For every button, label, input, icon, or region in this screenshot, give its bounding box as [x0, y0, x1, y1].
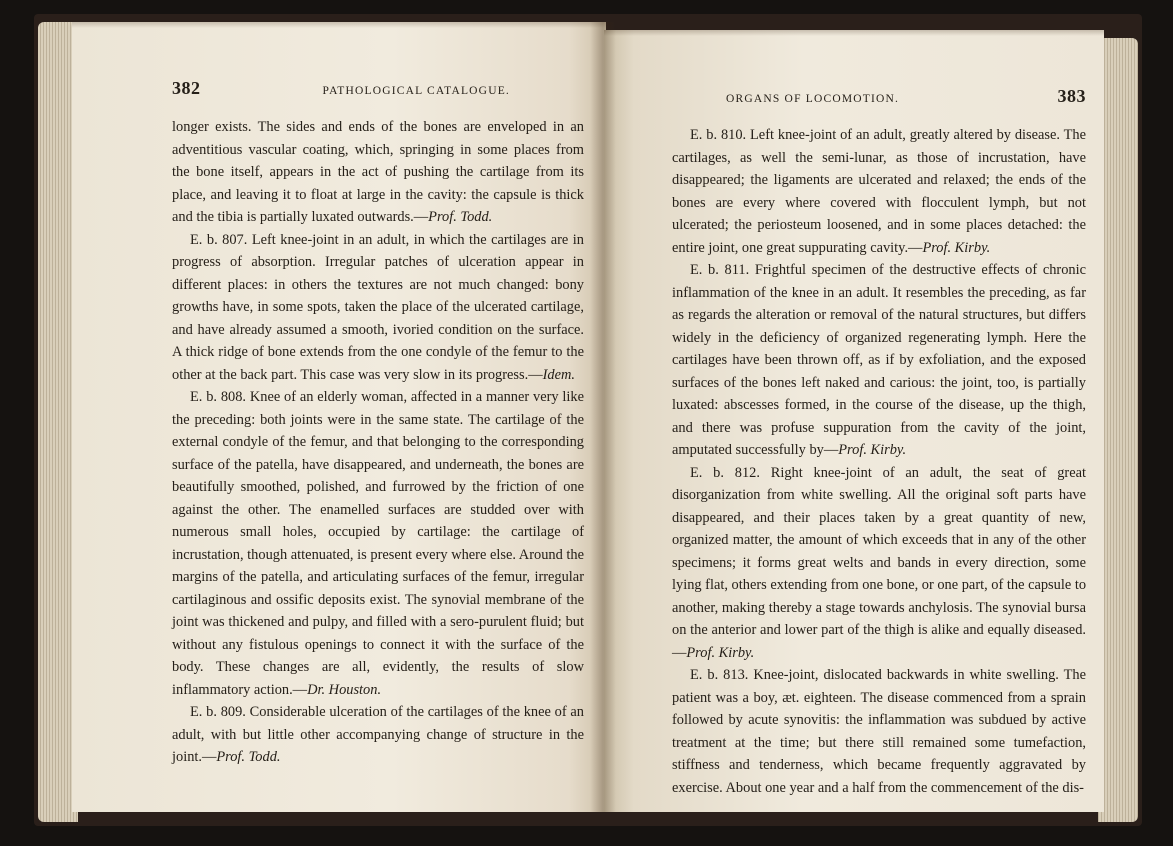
- page-edges-right: [1098, 38, 1138, 822]
- book-gutter: [590, 22, 616, 812]
- paragraph: E. b. 809. Considerable ulceration of the cartilages of the knee of an adult, with but little other accompanying change of structure in the joint.—Prof. Todd.: [172, 704, 584, 765]
- attribution: Prof. Todd.: [428, 209, 493, 225]
- page-number: 382: [172, 78, 201, 98]
- attribution: Idem.: [542, 366, 575, 383]
- page-shadow: [604, 30, 1104, 36]
- attribution: Dr. Houston.: [307, 681, 382, 698]
- paragraph: longer exists. The sides and ends of the bones are enveloped in an adventitious vascular coating, which, springing in some places from the bone itself, appears in the act of pushing the cartilage from its place, and leaving it to float at large in the cavity: the capsule is thick and the tibia is partially luxated outwards.—Prof. Todd.: [172, 119, 584, 225]
- right-page-header: [672, 86, 1086, 112]
- paragraph: E. b. 813. Knee-joint, dislocated backwards in white swelling. The patient was a boy, æt. eighteen. The disease commenced from a sprain followed by acute synovitis: the inflammation was subdued by active treatment at the time; but there still remained some tumefaction, stiffness and tenderness, which became frequently aggravated by exercise. About one year and a half from the commencement of the dis-: [672, 667, 1086, 796]
- left-page-text: [172, 116, 584, 769]
- paragraph: E. b. 807. Left knee-joint in an adult, in which the cartilages are in progress of absorption. Irregular patches of ulceration appear in different places: in others the textures are not much changed: bony growths have, in some spots, taken the place of the ulcerated cartilage, and have already assumed a smooth, ivoried condition on the surface. A thick ridge of bone extends from the one condyle of the femur to the other at the back part. This case was very slow in its progress.—Idem.: [172, 231, 584, 383]
- attribution: Prof. Kirby.: [922, 239, 991, 256]
- paragraph: E. b. 812. Right knee-joint of an adult, the seat of great disorganization from white swelling. All the original soft parts have disappeared, and their places taken by a great quantity of new, organized matter, the amount of which exceeds that in any of the other specimens; it forms great welts and bands in every direction, some lying flat, others extending from one bone, or one part, of the capsule to another, making thereby a stage towards anchylosis. The synovial bursa on the anterior and lower part of the thigh is alike and equally diseased.—Prof. Kirby.: [672, 464, 1087, 661]
- page-shadow: [72, 22, 606, 28]
- paragraph: E. b. 811. Frightful specimen of the destructive effects of chronic inflammation of the knee in an adult. It resembles the preceding, as far as regards the alteration or removal of the natural structures, but differs widely in the deficiency of organized regenerating lymph. Here the cartilages have been thrown off, as if by exfoliation, and the exposed surfaces of the bones left naked and carious: the joint, too, is partially luxated: abscesses formed, in the course of the disease, up the thigh, and there was profuse suppuration from the cavity of the joint, amputated successfully by—Prof. Kirby.: [672, 262, 1086, 458]
- attribution: Prof. Kirby.: [686, 644, 755, 661]
- left-page: [72, 22, 606, 812]
- right-page-text: [672, 124, 1086, 799]
- paragraph: E. b. 808. Knee of an elderly woman, affected in a manner very like the preceding: both joints were in the same state. The cartilage of the external condyle of the femur, and that belonging to the corresponding surface of the patella, have disappeared, and underneath, the bones are beautifully smoothed, polished, and furrowed by the friction of one against the other. The enamelled surfaces are studded over with numerous small holes, occupied by cartilage: the cartilage of incrustation, though attenuated, is present every where else. Around the margins of the patella, and articulating surfaces of the femur, irregular cartilaginous and ossific deposits exist. The synovial membrane of the joint was thickened and pulpy, and filled with a sero-purulent fluid; but without any fistulous openings to connect it with the surface of the body. These changes are all, evidently, the results of slow inflammatory action.—Dr. Houston.: [172, 389, 584, 698]
- paragraph: E. b. 810. Left knee-joint of an adult, greatly altered by disease. The cartilages, as well the semi-lunar, as those of incrustation, have disappeared; the ligaments are ulcerated and relaxed; the ends of the bones are every where covered with flocculent lymph, but not ulcerated; the periosteum loosened, and in some places detached: the entire joint, one great suppurating cavity.—Prof. Kirby.: [672, 127, 1086, 256]
- right-page: [604, 30, 1104, 812]
- running-head: ORGANS OF LOCOMOTION.: [726, 93, 900, 105]
- attribution: Prof. Todd.: [216, 749, 281, 765]
- page-number: 383: [1057, 86, 1086, 106]
- attribution: Prof. Kirby.: [838, 442, 907, 458]
- left-page-header: [172, 78, 584, 104]
- running-head: PATHOLOGICAL CATALOGUE.: [322, 85, 510, 97]
